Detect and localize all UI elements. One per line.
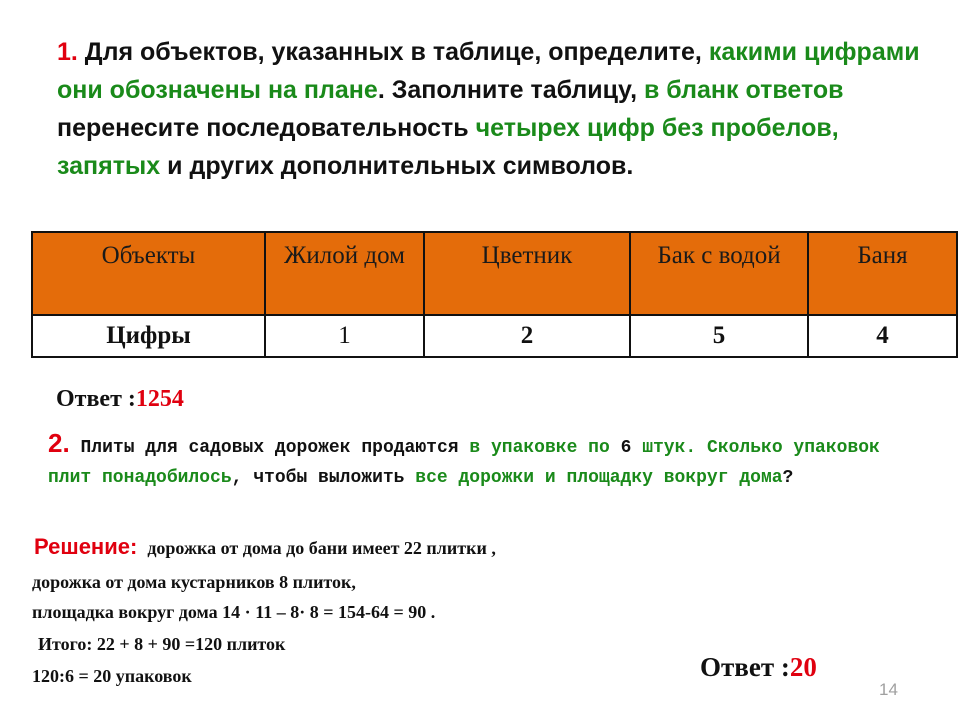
task-1-part: Для объектов, указанных в таблице, определите, — [77, 38, 709, 66]
task-2-number: 2. — [48, 428, 70, 458]
table-header-row — [32, 232, 957, 315]
task-2-part: все дорожки и площадку вокруг дома — [415, 468, 783, 488]
table-cell: 2 — [424, 315, 630, 357]
task-2-part: штук. — [631, 438, 697, 458]
task-1-part: . Заполните таблицу, — [377, 76, 644, 104]
table-header-cell: Баня — [808, 232, 957, 315]
answer-2-label: Ответ : — [700, 652, 790, 682]
page-number: 14 — [879, 680, 898, 699]
solution-line: площадка вокруг дома 14 · 11 – 8· 8 = 154-64 = 90 . — [32, 602, 436, 622]
task-1-part: четырех цифр без пробелов, запятых — [57, 114, 839, 180]
answer-1-label: Ответ : — [56, 386, 136, 412]
task-2-part: 6 — [620, 438, 632, 458]
solution-line: Итого: 22 + 8 + 90 =120 плиток — [38, 634, 286, 654]
answer-2-value: 20 — [789, 652, 817, 682]
solution-label: Решение: — [34, 534, 138, 559]
table-cell: 4 — [808, 315, 957, 357]
table-cell: 1 — [265, 315, 424, 357]
solution-line: дорожка от дома кустарников 8 плиток, — [32, 572, 356, 592]
table-cell: 5 — [630, 315, 808, 357]
solution-heading — [34, 534, 496, 560]
answer-1-value: 1254 — [135, 386, 184, 412]
task-1-text — [57, 33, 927, 185]
task-2-part: ? — [782, 468, 794, 488]
task-2-part: Плиты для садовых дорожек продаются — [69, 438, 470, 458]
objects-table — [31, 231, 958, 358]
task-1-part: и других дополнительных символов. — [160, 152, 634, 180]
answer-2 — [700, 652, 817, 683]
solution-line: 120:6 = 20 упаковок — [32, 666, 192, 686]
task-1-number: 1. — [57, 38, 78, 66]
table-row — [32, 315, 957, 357]
table-header-cell: Цветник — [424, 232, 630, 315]
task-1-part: какими цифрами они обозначены на плане — [57, 38, 920, 104]
table-header-cell: Бак с водой — [630, 232, 808, 315]
task-2-part: в упаковке по — [469, 438, 621, 458]
answer-1 — [56, 386, 184, 413]
task-2-part: , чтобы выложить — [231, 468, 416, 488]
table-row-label: Цифры — [32, 315, 265, 357]
table-header-cell: Жилой дом — [265, 232, 424, 315]
task-1-part: в бланк ответов — [643, 76, 844, 104]
task-1-part: перенесите последовательность — [57, 114, 476, 142]
task-2-text — [48, 428, 908, 493]
task-2-part: Сколько упаковок плит понадобилось — [48, 438, 880, 488]
table-header-cell: Объекты — [32, 232, 265, 315]
solution-line: дорожка от дома до бани имеет 22 плитки , — [147, 538, 496, 558]
